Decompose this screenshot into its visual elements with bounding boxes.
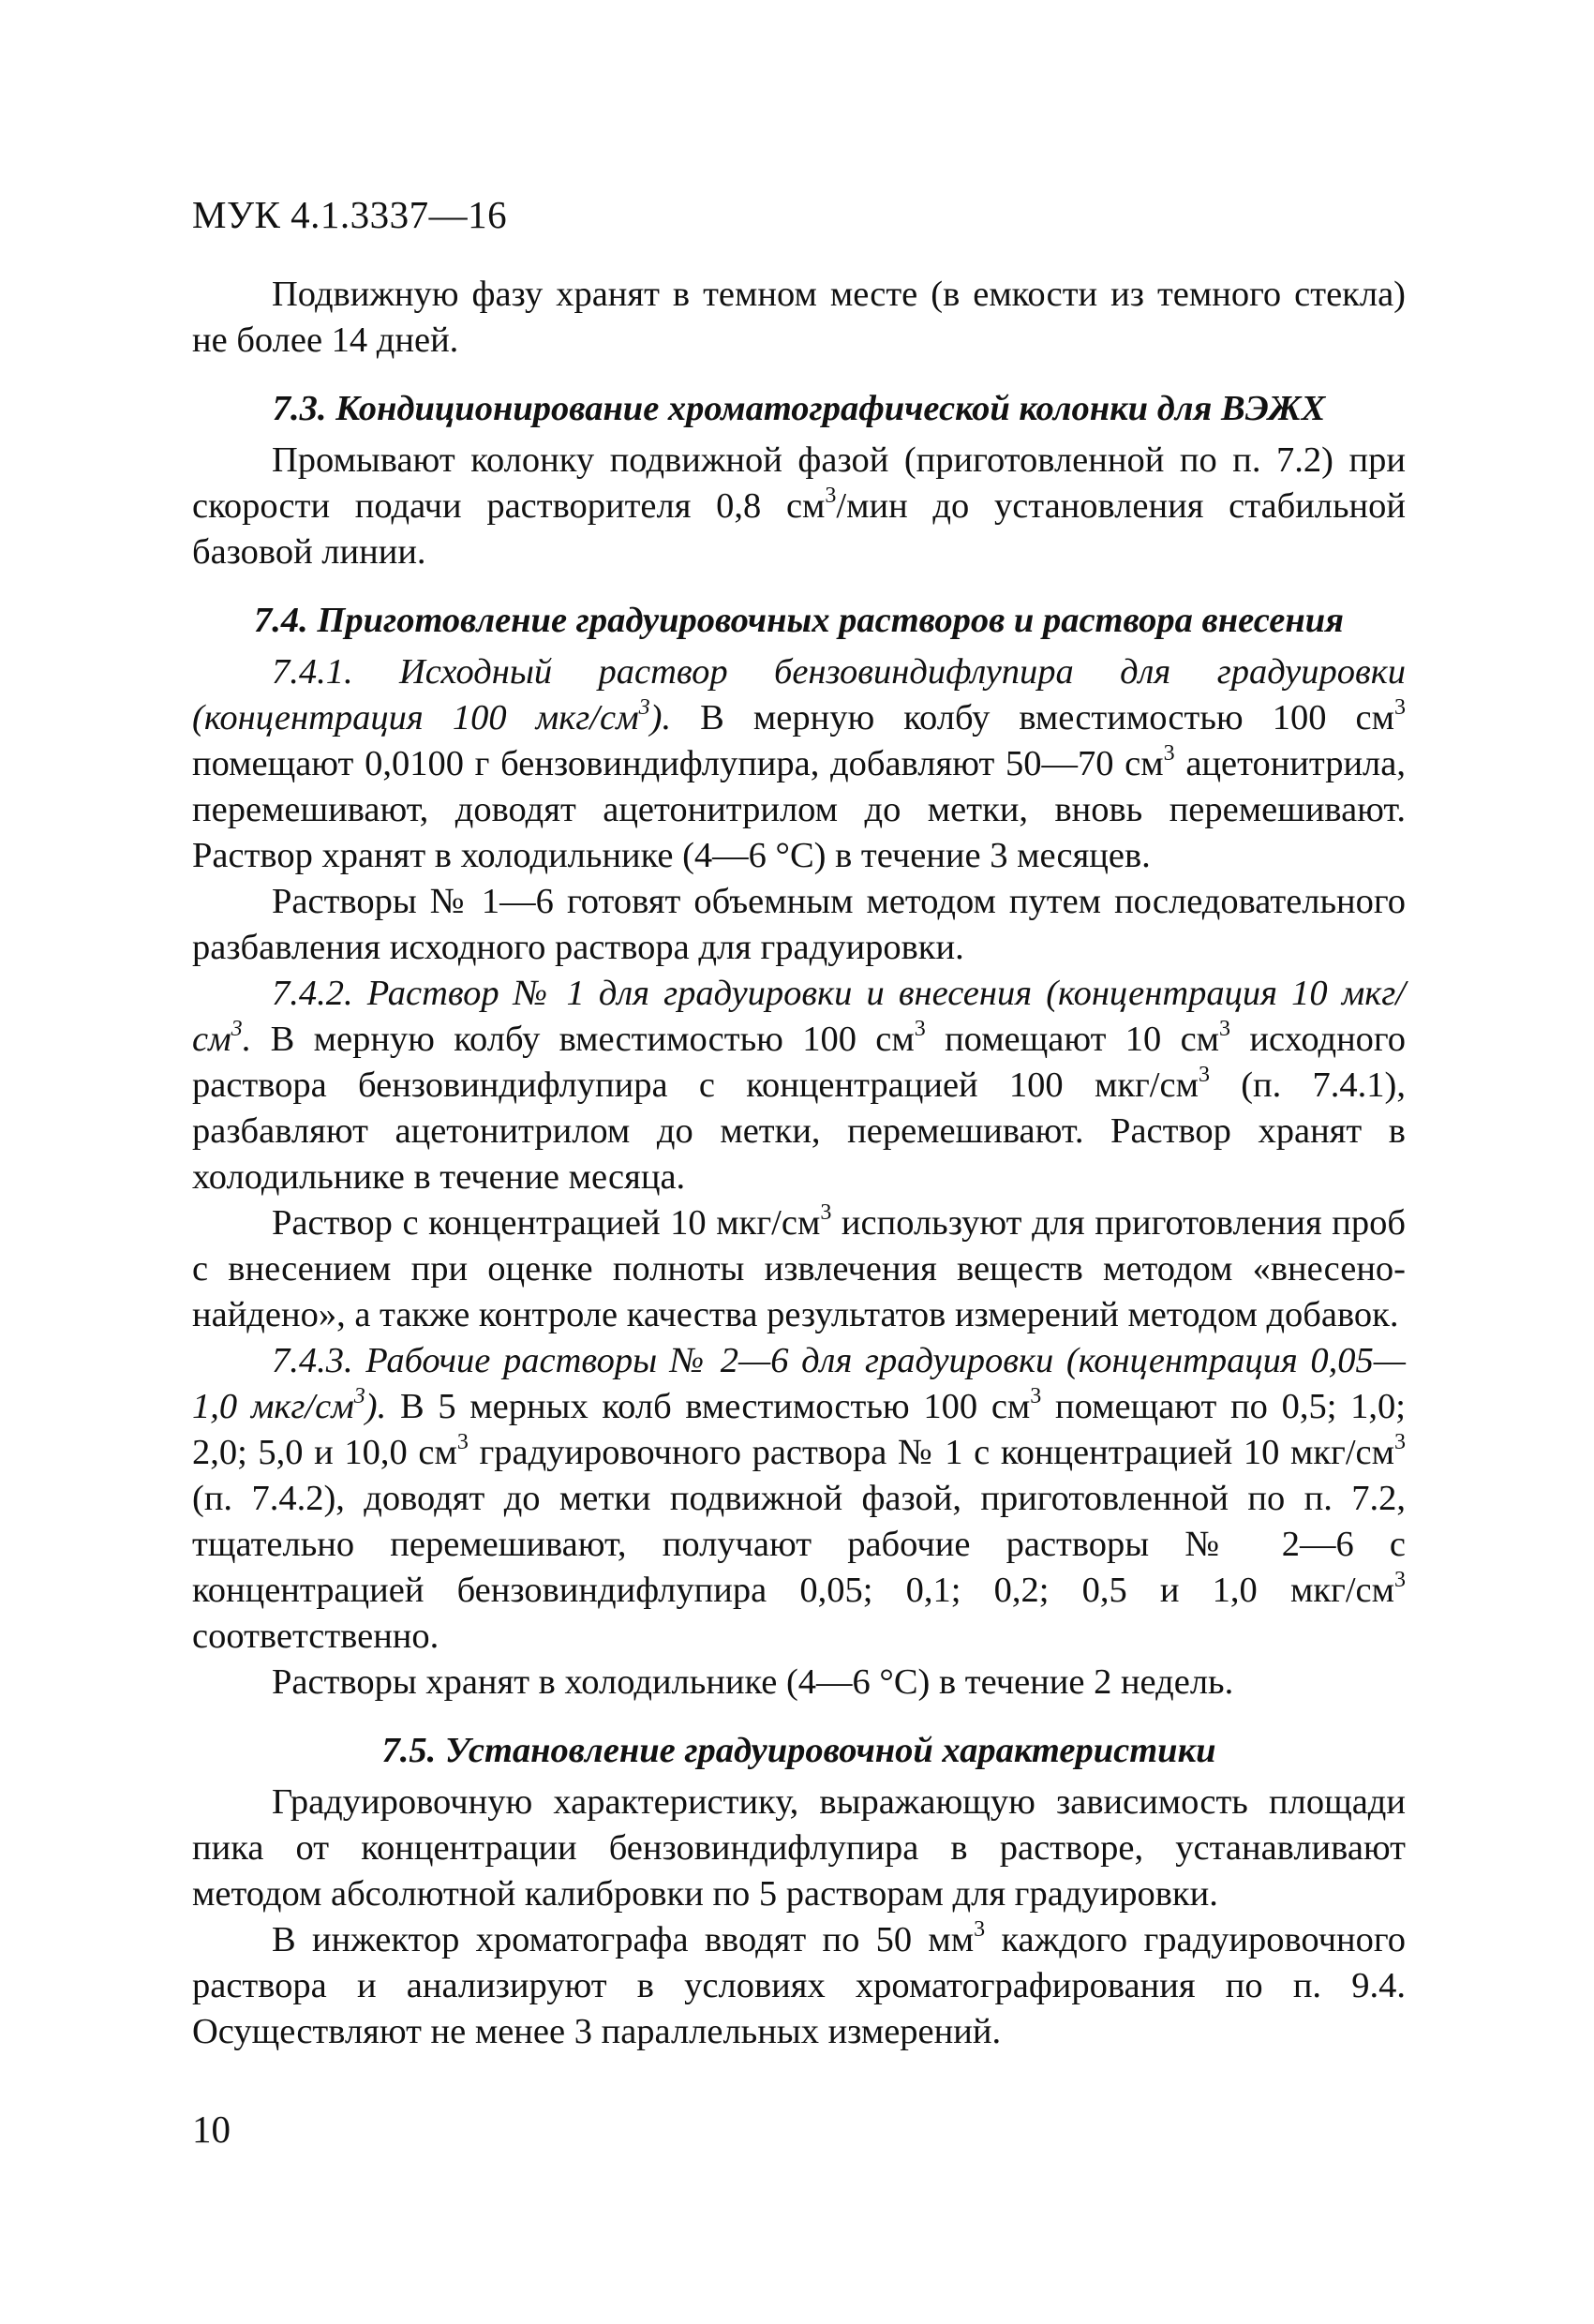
page-number: 10: [192, 2108, 231, 2151]
paragraph-7-4-1: 7.4.1. Исходный раствор бензовиндифлупира для градуировки (концентрация 100 мкг/$см^3$). В мерную колбу вместимостью 100 $см^3$ помещают 0,0100 г бензовиндифлупира, добавляют 50—70 $см^3$ ацетонитрила, перемешивают, доводят ацетонитрилом до метки, вновь перемешивают. Раствор хранят в холодильнике (4—6 °С) в течение 3 месяцев.: [192, 652, 1406, 875]
section-heading-7-4: 7.4. Приготовление градуировочных растворов и раствора внесения: [254, 601, 1344, 640]
paragraph-column-conditioning: Промывают колонку подвижной фазой (приготовленной по п. 7.2) при скорости подачи растворителя 0,8 $см^3$/мин до установления стабильной базовой линии.: [192, 440, 1406, 572]
paragraph-7-4-2: 7.4.2. Раствор № 1 для градуировки и внесения (концентрация 10 мкг/$см^3$. В мерную колбу вместимостью 100 $см^3$ помещают 10 $см^3$ исходного раствора бензовиндифлупира с концентрацией 100 мкг/$см^3$ (п. 7.4.1), разбавляют ацетонитрилом до метки, перемешивают. Раствор хранят в холодильнике в течение месяца.: [192, 974, 1407, 1197]
paragraph-mobile-phase-storage: Подвижную фазу хранят в темном месте (в емкости из темного стекла) не более 14 дней.: [192, 275, 1406, 360]
paragraph-solution-usage: Раствор с концентрацией 10 мкг/$см^3$ используют для приготовления проб с внесением при оценке полноты извлечения веществ методом «внесено-найдено», а также контроле качества результатов измерений методом добавок.: [192, 1200, 1406, 1334]
paragraph-solutions-dilution: Растворы № 1—6 готовят объемным методом путем последовательного разбавления исходного раствора для градуировки.: [192, 882, 1406, 967]
section-heading-7-5: 7.5. Установление градуировочной характеристики: [381, 1731, 1216, 1770]
paragraph-working-solutions-storage: Растворы хранят в холодильнике (4—6 °С) в течение 2 недель.: [272, 1662, 1234, 1702]
paragraph-7-4-3: 7.4.3. Рабочие растворы № 2—6 для градуировки (концентрация 0,05—1,0 мкг/$см^3$). В 5 мерных колб вместимостью 100 $см^3$ помещают по 0,5; 1,0; 2,0; 5,0 и 10,0 $см^3$ градуировочного раствора № 1 с концентрацией 10 мкг/$см^3$ (п. 7.4.2), доводят до метки подвижной фазой, приготовленной по п. 7.2, тщательно перемешивают, получают рабочие растворы № 2—6 с концентрацией бензовиндифлупира 0,05; 0,1; 0,2; 0,5 и 1,0 мкг/$см^3$ соответственно.: [192, 1341, 1406, 1656]
document-code-header: МУК 4.1.3337—16: [192, 193, 508, 236]
section-heading-7-3: 7.3. Кондиционирование хроматографической колонки для ВЭЖХ: [272, 389, 1326, 428]
paragraph-injection-procedure: В инжектор хроматографа вводят по 50 $мм^3$ каждого градуировочного раствора и анализируют в условиях хроматографирования по п. 9.4. Осуществляют не менее 3 параллельных измерений.: [192, 1917, 1406, 2051]
paragraph-calibration-characteristic: Градуировочную характеристику, выражающую зависимость площади пика от концентрации бензовиндифлупира в растворе, устанавливают методом абсолютной калибровки по 5 растворам для градуировки.: [192, 1782, 1406, 1914]
document-body: [192, 272, 1406, 2055]
